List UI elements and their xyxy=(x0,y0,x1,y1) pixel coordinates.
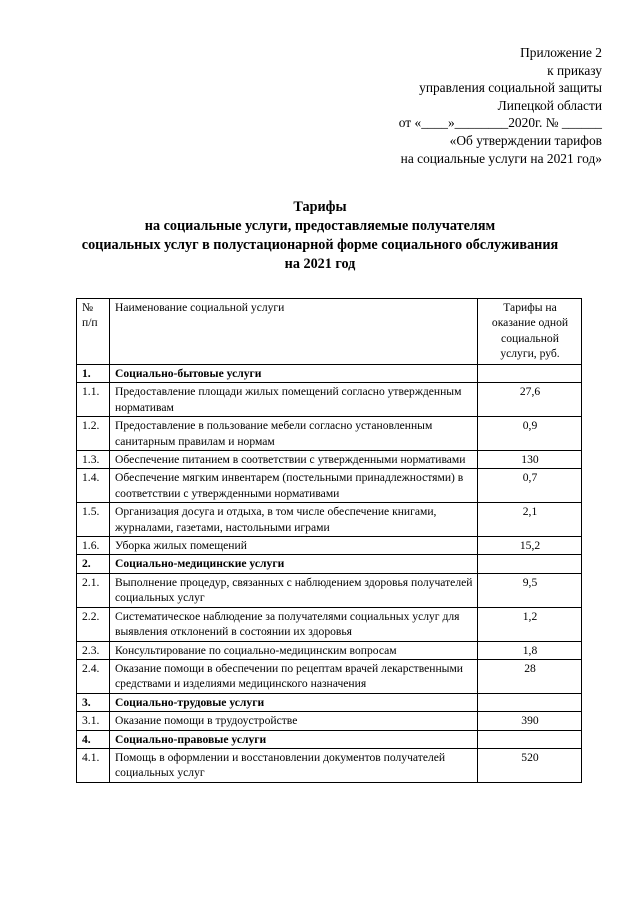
tariff-value: 1,8 xyxy=(478,641,582,659)
table-row xyxy=(77,417,582,451)
tariff-value: 28 xyxy=(478,659,582,693)
header-line: к приказу xyxy=(547,62,602,78)
title-line: Тарифы xyxy=(293,199,347,215)
row-number: 2. xyxy=(77,555,110,573)
tariff-value: 130 xyxy=(478,451,582,469)
tariffs-table xyxy=(76,298,582,783)
section-row xyxy=(77,365,582,383)
row-number: 1.5. xyxy=(77,503,110,537)
service-name: Оказание помощи в обеспечении по рецептам врачей лекарственными средствами и изделиями медицинского назначения xyxy=(110,659,478,693)
row-number: 1.4. xyxy=(77,469,110,503)
header-line: управления социальной защиты xyxy=(419,80,602,96)
service-name: Обеспечение питанием в соответствии с утвержденными нормативами xyxy=(110,451,478,469)
table-row xyxy=(77,503,582,537)
tariff-value: 0,9 xyxy=(478,417,582,451)
table-row xyxy=(77,469,582,503)
header-tariff: Тарифы на оказание одной социальной услуги, руб. xyxy=(478,299,582,365)
tariff-value: 520 xyxy=(478,748,582,782)
row-number: 1. xyxy=(77,365,110,383)
header-num: № п/п xyxy=(77,299,110,365)
tariff-value: 15,2 xyxy=(478,537,582,555)
row-number: 1.1. xyxy=(77,383,110,417)
row-number: 3. xyxy=(77,693,110,711)
table-row xyxy=(77,712,582,730)
document-title xyxy=(20,198,620,274)
header-service-name: Наименование социальной услуги xyxy=(110,299,478,365)
service-name: Систематическое наблюдение за получателями социальных услуг для выявления отклонений в состоянии их здоровья xyxy=(110,607,478,641)
service-name: Социально-правовые услуги xyxy=(110,730,478,748)
row-number: 4. xyxy=(77,730,110,748)
service-name: Консультирование по социально-медицинским вопросам xyxy=(110,641,478,659)
table-row xyxy=(77,748,582,782)
tariff-value: 390 xyxy=(478,712,582,730)
row-number: 4.1. xyxy=(77,748,110,782)
service-name: Обеспечение мягким инвентарем (постельными принадлежностями) в соответствии с утвержденными нормативами xyxy=(110,469,478,503)
tariff-value: 2,1 xyxy=(478,503,582,537)
tariff-value xyxy=(478,693,582,711)
service-name: Социально-медицинские услуги xyxy=(110,555,478,573)
row-number: 1.3. xyxy=(77,451,110,469)
header-line: Приложение 2 xyxy=(520,45,602,60)
service-name: Оказание помощи в трудоустройстве xyxy=(110,712,478,730)
table-row xyxy=(77,659,582,693)
title-line: социальных услуг в полустационарной форме социального обслуживания xyxy=(81,237,559,253)
table-header-row xyxy=(77,299,582,365)
table-row xyxy=(77,607,582,641)
header-line: от «____»________2020г. № ______ xyxy=(398,115,602,131)
table-row xyxy=(77,641,582,659)
section-row xyxy=(77,555,582,573)
row-number: 2.2. xyxy=(77,607,110,641)
section-row xyxy=(77,730,582,748)
service-name: Помощь в оформлении и восстановлении документов получателей социальных услуг xyxy=(110,748,478,782)
tariff-value xyxy=(478,555,582,573)
table-body xyxy=(77,365,582,783)
header-line: Липецкой области xyxy=(497,97,602,113)
title-line: на 2021 год xyxy=(284,256,356,272)
table-row xyxy=(77,451,582,469)
tariff-value xyxy=(478,730,582,748)
table-row xyxy=(77,573,582,607)
tariff-value xyxy=(478,365,582,383)
title-line: на социальные услуги, предоставляемые получателям xyxy=(144,218,496,234)
service-name: Предоставление в пользование мебели согласно установленным санитарным правилам и нормам xyxy=(110,417,478,451)
service-name: Социально-бытовые услуги xyxy=(110,365,478,383)
tariff-value: 0,7 xyxy=(478,469,582,503)
service-name: Предоставление площади жилых помещений согласно утвержденным нормативам xyxy=(110,383,478,417)
appendix-header xyxy=(399,44,602,167)
service-name: Организация досуга и отдыха, в том числе обеспечение книгами, журналами, газетами, настольными играми xyxy=(110,503,478,537)
service-name: Социально-трудовые услуги xyxy=(110,693,478,711)
row-number: 1.6. xyxy=(77,537,110,555)
table-row xyxy=(77,383,582,417)
row-number: 3.1. xyxy=(77,712,110,730)
row-number: 2.1. xyxy=(77,573,110,607)
row-number: 2.4. xyxy=(77,659,110,693)
tariff-value: 1,2 xyxy=(478,607,582,641)
row-number: 2.3. xyxy=(77,641,110,659)
header-line: на социальные услуги на 2021 год» xyxy=(400,150,602,166)
tariff-value: 27,6 xyxy=(478,383,582,417)
tariff-value: 9,5 xyxy=(478,573,582,607)
header-line: «Об утверждении тарифов xyxy=(449,132,602,148)
service-name: Уборка жилых помещений xyxy=(110,537,478,555)
section-row xyxy=(77,693,582,711)
service-name: Выполнение процедур, связанных с наблюдением здоровья получателей социальных услуг xyxy=(110,573,478,607)
table-row xyxy=(77,537,582,555)
row-number: 1.2. xyxy=(77,417,110,451)
